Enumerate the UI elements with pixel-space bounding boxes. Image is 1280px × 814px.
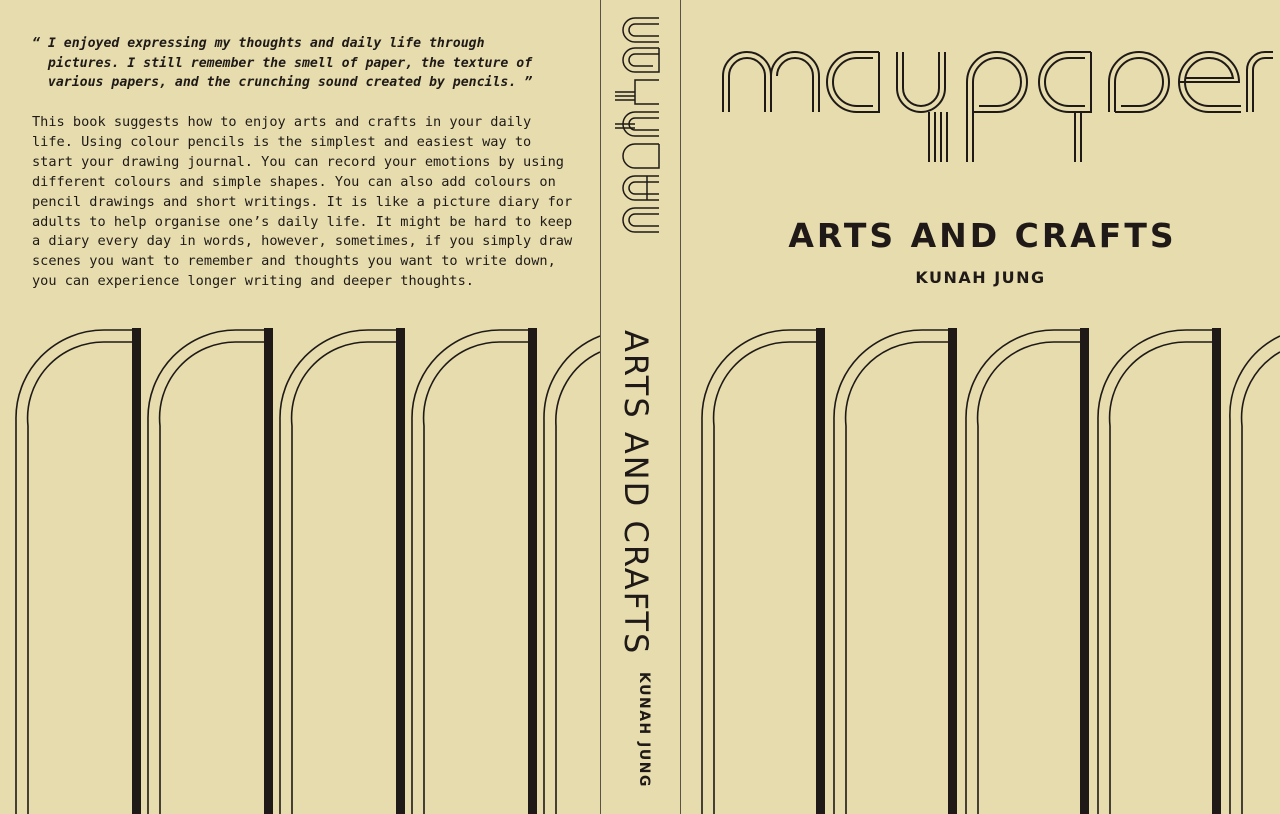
spine-author: KUNAH JUNG bbox=[636, 672, 652, 788]
front-author: KUNAH JUNG bbox=[915, 268, 1046, 287]
front-title: ARTS AND CRAFTS bbox=[788, 216, 1177, 255]
quote-line: “ I enjoyed expressing my thoughts and daily life through bbox=[32, 36, 485, 51]
quote-line: various papers, and the crunching sound created by pencils. ” bbox=[32, 75, 533, 91]
blurb-line: you can experience longer writing and deeper thoughts. bbox=[32, 273, 474, 290]
arch-pattern-icon bbox=[702, 330, 1280, 814]
back-arch-pattern bbox=[0, 0, 600, 814]
front-cover bbox=[681, 0, 1280, 814]
blurb-line: start your drawing journal. You can record your emotions by using bbox=[32, 153, 564, 170]
quote-line: pictures. I still remember the smell of paper, the texture of bbox=[32, 55, 533, 71]
blurb-line: pencil drawings and short writings. It is like a picture diary for bbox=[32, 193, 573, 210]
blurb-line: scenes you want to remember and thoughts you want to write down, bbox=[32, 253, 556, 270]
back-cover bbox=[0, 0, 600, 814]
front-arch-pattern bbox=[681, 0, 1280, 814]
blurb-line: a diary every day in words, however, sometimes, if you simply draw bbox=[32, 233, 573, 250]
spine bbox=[601, 0, 679, 814]
blurb-line: This book suggests how to enjoy arts and crafts in your daily bbox=[32, 114, 532, 130]
blurb-line: adults to help organise one’s daily life. It might be hard to keep bbox=[32, 213, 573, 230]
spine-logo bbox=[601, 0, 679, 260]
arch-pattern-icon bbox=[16, 330, 600, 814]
blurb-line: life. Using colour pencils is the simplest and easiest way to bbox=[32, 133, 532, 150]
blurb-line: different colours and simple shapes. You can also add colours on bbox=[32, 173, 556, 190]
spine-title: ARTS AND CRAFTS bbox=[617, 330, 655, 656]
